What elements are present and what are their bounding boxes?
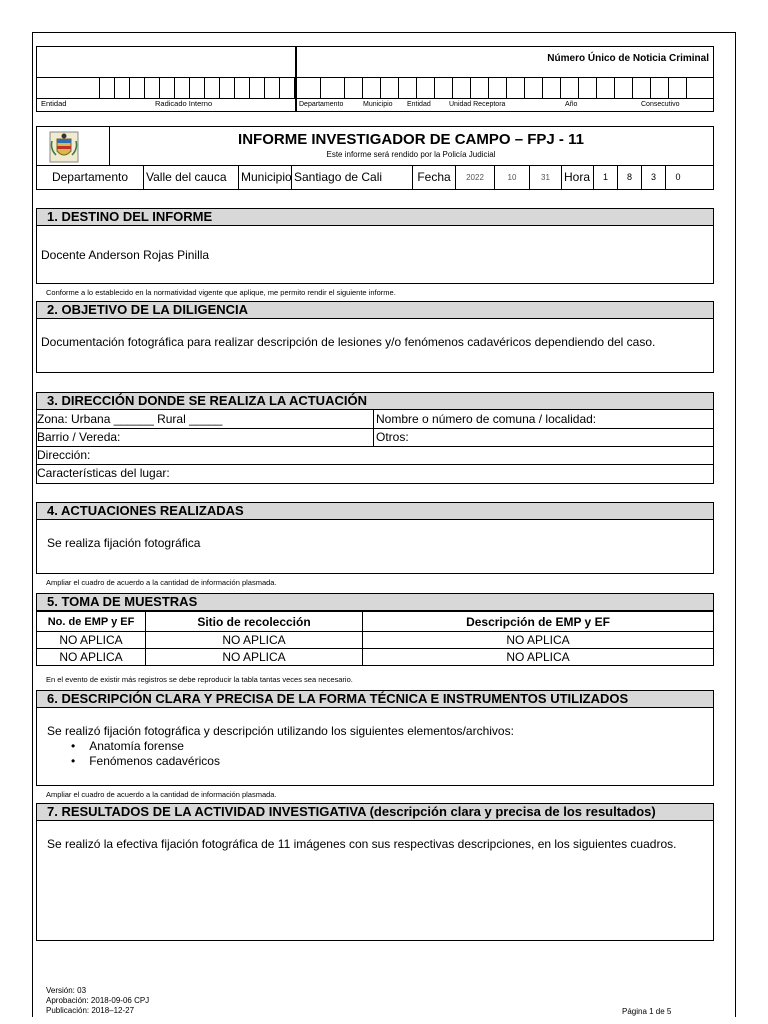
departamento-value: Valle del cauca	[144, 166, 239, 189]
section-5-note: En el evento de existir más registros se debe reproducir la tabla tantas veces sea necesario.	[46, 675, 353, 684]
hora-digit: 1	[594, 166, 618, 189]
entidad-label: Entidad	[41, 99, 67, 108]
fecha-day: 31	[530, 166, 562, 189]
label-entidad: Entidad	[407, 101, 431, 108]
section-1-note: Conforme a lo establecido en la normatividad vigente que aplique, me permito rendir el siguiente informe.	[46, 288, 396, 297]
hora-label: Hora	[562, 166, 594, 189]
label-municipio: Municipio	[363, 101, 393, 108]
section-6-note: Ampliar el cuadro de acuerdo a la cantidad de información plasmada.	[46, 790, 277, 799]
section-3-body	[36, 410, 714, 484]
fecha-year: 2022	[456, 166, 495, 189]
section-7-body	[36, 821, 714, 941]
table-header-cell: Descripción de EMP y EF	[363, 612, 714, 632]
nunc-box	[296, 46, 714, 112]
radicado-label: Radicado Interno	[155, 99, 213, 108]
table-row	[37, 649, 714, 666]
label-anio: Año	[565, 101, 578, 108]
section-4-content: Se realiza fijación fotográfica	[47, 536, 201, 550]
section-4-title: 4. ACTUACIONES REALIZADAS	[36, 502, 714, 520]
emblem-cell	[37, 127, 110, 165]
section-4-body	[36, 520, 714, 574]
colombia-coat-of-arms-icon	[49, 131, 79, 163]
departamento-label: Departamento	[37, 166, 144, 189]
section-2-title: 2. OBJETIVO DE LA DILIGENCIA	[36, 301, 714, 319]
direccion-field: Dirección:	[37, 448, 91, 462]
table-header-row	[37, 612, 714, 632]
location-row	[36, 166, 714, 190]
fecha-label: Fecha	[413, 166, 456, 189]
section-6-intro: Se realizó fijación fotográfica y descripción utilizando los siguientes elementos/archivos:	[47, 724, 514, 738]
hora-digit: 3	[642, 166, 666, 189]
section-1-content: Docente Anderson Rojas Pinilla	[41, 248, 210, 262]
comuna-field: Nombre o número de comuna / localidad:	[373, 410, 596, 428]
page-subtitle: Este informe será rendido por la Policía Judicial	[326, 150, 496, 159]
section-1-body	[36, 226, 714, 284]
section-2-body	[36, 319, 714, 373]
section-5-title: 5. TOMA DE MUESTRAS	[36, 593, 714, 611]
fecha-month: 10	[495, 166, 530, 189]
section-7-content: Se realizó la efectiva fijación fotográfica de 11 imágenes con sus respectivas descripciones, en los siguientes cuadros.	[47, 837, 677, 851]
table-cell: NO APLICA	[146, 632, 363, 649]
footer-version: Versión: 03	[46, 986, 87, 995]
title-block	[36, 126, 714, 166]
municipio-label: Municipio	[239, 166, 292, 189]
table-cell: NO APLICA	[146, 649, 363, 666]
municipio-value: Santiago de Cali	[292, 166, 413, 189]
table-header-cell: No. de EMP y EF	[37, 612, 146, 632]
section-6-title: 6. DESCRIPCIÓN CLARA Y PRECISA DE LA FORMA TÉCNICA E INSTRUMENTOS UTILIZADOS	[36, 690, 714, 708]
list-item: • Anatomía forense	[71, 739, 184, 753]
radicado-box	[36, 46, 296, 112]
table-cell: NO APLICA	[37, 649, 146, 666]
table-cell: NO APLICA	[37, 632, 146, 649]
section-7-title: 7. RESULTADOS DE LA ACTIVIDAD INVESTIGATIVA (descripción clara y precisa de los resultados)	[36, 803, 714, 821]
table-header-cell: Sitio de recolección	[146, 612, 363, 632]
otros-field: Otros:	[373, 428, 409, 446]
section-6-body	[36, 708, 714, 786]
table-cell: NO APLICA	[363, 632, 714, 649]
label-consecutivo: Consecutivo	[641, 101, 680, 108]
barrio-field: Barrio / Vereda:	[37, 430, 121, 444]
radicado-digit-row	[37, 77, 295, 99]
hora-digit: 0	[675, 172, 681, 182]
caracteristicas-field: Características del lugar:	[37, 466, 170, 480]
nunc-title: Número Único de Noticia Criminal	[547, 53, 709, 64]
page-title: INFORME INVESTIGADOR DE CAMPO – FPJ - 11	[238, 131, 584, 148]
section-3-title: 3. DIRECCIÓN DONDE SE REALIZA LA ACTUACIÓN	[36, 392, 714, 410]
footer-info	[46, 986, 149, 1016]
label-unidad-receptora: Unidad Receptora	[449, 101, 506, 108]
list-item: • Fenómenos cadavéricos	[71, 754, 220, 768]
zona-field: Zona: Urbana ______ Rural _____	[37, 412, 223, 426]
section-2-content: Documentación fotográfica para realizar descripción de lesiones y/o fenómenos cadavéricos dependiendo del caso.	[41, 335, 656, 349]
samples-table	[36, 611, 714, 666]
section-4-note: Ampliar el cuadro de acuerdo a la cantidad de información plasmada.	[46, 578, 277, 587]
label-departamento: Departamento	[299, 101, 344, 108]
footer-aprobacion: Aprobación: 2018-09-06 CPJ	[46, 996, 150, 1005]
page-number: Página 1 de 5	[622, 1007, 672, 1016]
table-row	[37, 632, 714, 649]
nunc-digit-row	[297, 77, 713, 99]
hora-digit: 8	[618, 166, 642, 189]
footer-publicacion: Publicación: 2018–12-27	[46, 1006, 135, 1015]
section-1-title: 1. DESTINO DEL INFORME	[36, 208, 714, 226]
table-cell: NO APLICA	[363, 649, 714, 666]
